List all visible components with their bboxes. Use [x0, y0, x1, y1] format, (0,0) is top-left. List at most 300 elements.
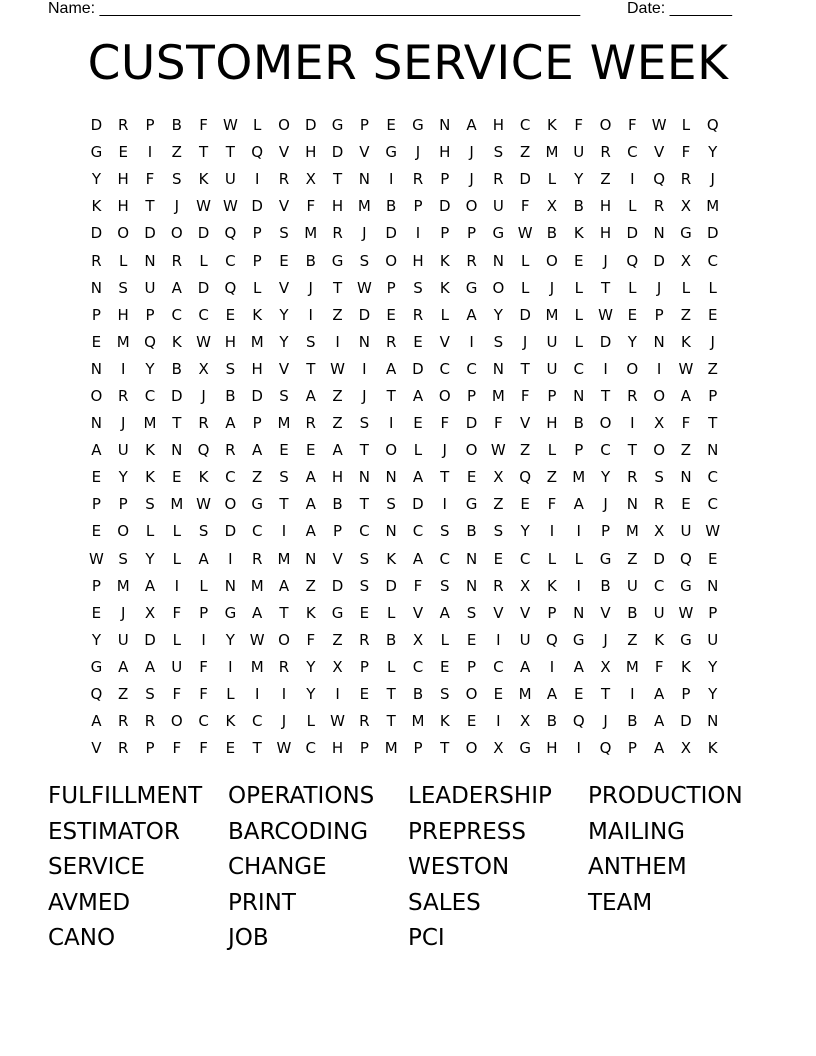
- word-list-item: PCI: [408, 925, 445, 952]
- grid-letter: F: [199, 685, 208, 704]
- grid-letter: Q: [224, 278, 237, 297]
- grid-letter: U: [680, 522, 692, 541]
- grid-letter: O: [90, 386, 103, 405]
- grid-letter: T: [600, 278, 611, 297]
- grid-letter: F: [547, 495, 557, 514]
- word-list-item: JOB: [228, 925, 269, 952]
- grid-letter: H: [305, 143, 317, 162]
- grid-letter: F: [306, 630, 316, 649]
- grid-letter: U: [546, 359, 558, 378]
- word-list-item: OPERATIONS: [228, 783, 375, 809]
- grid-letter: L: [145, 522, 155, 541]
- grid-letter: A: [412, 386, 424, 405]
- grid-letter: A: [252, 603, 263, 622]
- grid-letter: J: [120, 603, 126, 622]
- grid-letter: T: [172, 414, 182, 433]
- grid-letter: G: [572, 630, 585, 649]
- grid-letter: N: [358, 332, 370, 351]
- grid-row: [83, 112, 753, 139]
- grid-letter: X: [680, 739, 692, 758]
- grid-letter: C: [707, 251, 718, 270]
- grid-row: [83, 193, 753, 220]
- grid-letter: F: [413, 576, 423, 595]
- grid-letter: O: [546, 251, 558, 270]
- grid-letter: Y: [600, 468, 611, 487]
- word-list-item: TEAM: [588, 889, 653, 916]
- grid-letter: I: [147, 143, 153, 162]
- grid-letter: S: [145, 685, 155, 704]
- grid-letter: I: [442, 495, 447, 514]
- grid-letter: V: [278, 197, 290, 216]
- grid-letter: I: [335, 685, 340, 704]
- grid-letter: M: [491, 386, 505, 405]
- grid-letter: A: [91, 441, 102, 460]
- grid-row: [83, 247, 753, 274]
- grid-letter: S: [439, 522, 450, 541]
- grid-letter: P: [91, 495, 101, 514]
- grid-letter: A: [573, 495, 584, 514]
- grid-letter: J: [522, 332, 528, 351]
- grid-letter: K: [654, 630, 665, 649]
- grid-letter: P: [627, 739, 637, 758]
- grid-letter: J: [469, 143, 474, 162]
- grid-letter: C: [305, 739, 317, 758]
- grid-letter: B: [386, 630, 397, 649]
- grid-letter: Q: [251, 143, 264, 162]
- grid-letter: I: [254, 685, 260, 704]
- grid-letter: R: [466, 251, 477, 270]
- grid-letter: R: [305, 414, 316, 433]
- grid-letter: U: [117, 630, 129, 649]
- grid-letter: N: [573, 603, 585, 622]
- grid-letter: L: [199, 251, 208, 270]
- grid-letter: A: [386, 359, 397, 378]
- grid-letter: H: [117, 170, 129, 189]
- grid-row: [83, 166, 753, 193]
- grid-letter: B: [573, 414, 584, 433]
- grid-letter: L: [306, 712, 315, 731]
- grid-letter: G: [465, 278, 478, 297]
- grid-letter: V: [278, 143, 290, 162]
- grid-letter: S: [439, 685, 450, 704]
- grid-letter: G: [492, 224, 505, 243]
- grid-letter: T: [440, 468, 450, 487]
- grid-letter: P: [252, 224, 262, 243]
- grid-letter: A: [144, 576, 156, 595]
- grid-letter: V: [412, 603, 424, 622]
- grid-letter: P: [467, 386, 477, 405]
- grid-letter: X: [680, 251, 692, 270]
- grid-letter: R: [117, 116, 129, 135]
- grid-letter: B: [573, 197, 584, 216]
- word-list-item: PRODUCTION: [588, 783, 743, 809]
- grid-letter: C: [466, 359, 477, 378]
- grid-letter: R: [278, 170, 290, 189]
- grid-letter: N: [626, 495, 638, 514]
- word-list-item: FULFILLMENT: [48, 783, 203, 809]
- grid-letter: I: [335, 332, 340, 351]
- grid-letter: N: [465, 576, 478, 595]
- grid-letter: P: [601, 522, 611, 541]
- grid-letter: L: [199, 576, 208, 595]
- grid-letter: W: [196, 495, 211, 514]
- grid-letter: T: [306, 359, 316, 378]
- grid-letter: Y: [627, 332, 637, 351]
- grid-letter: H: [599, 197, 612, 216]
- grid-letter: P: [574, 441, 584, 460]
- grid-letter: A: [332, 441, 343, 460]
- grid-letter: Z: [305, 576, 316, 595]
- grid-letter: M: [250, 332, 264, 351]
- grid-letter: J: [603, 630, 608, 649]
- grid-letter: N: [707, 712, 719, 731]
- grid-letter: R: [198, 414, 209, 433]
- grid-letter: C: [707, 468, 718, 487]
- grid-row: [83, 464, 753, 491]
- grid-letter: C: [519, 116, 531, 135]
- grid-letter: L: [440, 630, 449, 649]
- grid-letter: D: [519, 170, 531, 189]
- grid-letter: W: [330, 359, 345, 378]
- grid-letter: V: [278, 359, 290, 378]
- grid-letter: M: [277, 414, 291, 433]
- grid-letter: E: [520, 495, 530, 514]
- grid-letter: Z: [627, 549, 638, 568]
- grid-letter: H: [439, 143, 451, 162]
- grid-row: [83, 708, 753, 735]
- grid-letter: F: [440, 414, 450, 433]
- grid-letter: J: [308, 278, 313, 297]
- grid-letter: A: [278, 576, 290, 595]
- grid-letter: D: [680, 712, 692, 731]
- grid-letter: A: [171, 278, 182, 297]
- grid-letter: E: [225, 305, 236, 324]
- grid-letter: P: [359, 739, 369, 758]
- grid-letter: F: [145, 170, 155, 189]
- grid-letter: Z: [600, 170, 611, 189]
- grid-letter: A: [466, 116, 477, 135]
- grid-letter: S: [118, 549, 128, 568]
- grid-letter: X: [493, 468, 504, 487]
- grid-letter: H: [599, 224, 612, 243]
- grid-letter: O: [278, 630, 290, 649]
- grid-letter: Y: [225, 630, 235, 649]
- grid-letter: N: [653, 332, 665, 351]
- grid-letter: V: [600, 603, 611, 622]
- grid-letter: V: [91, 739, 102, 758]
- grid-letter: O: [170, 712, 183, 731]
- grid-letter: K: [573, 224, 584, 243]
- grid-letter: W: [196, 197, 211, 216]
- grid-letter: L: [119, 251, 128, 270]
- grid-letter: A: [225, 414, 236, 433]
- grid-letter: A: [654, 685, 665, 704]
- grid-letter: P: [413, 197, 423, 216]
- grid-letter: P: [145, 739, 155, 758]
- grid-letter: H: [492, 116, 504, 135]
- grid-letter: S: [198, 522, 209, 541]
- grid-letter: P: [252, 414, 262, 433]
- grid-letter: A: [573, 657, 584, 676]
- word-list-item: PRINT: [228, 889, 296, 916]
- grid-letter: D: [197, 278, 210, 297]
- grid-letter: E: [306, 441, 316, 460]
- grid-letter: N: [144, 251, 156, 270]
- grid-letter: U: [144, 278, 156, 297]
- grid-letter: B: [171, 359, 182, 378]
- grid-row: [83, 220, 753, 247]
- grid-letter: P: [440, 224, 450, 243]
- grid-letter: Z: [520, 143, 531, 162]
- grid-letter: I: [120, 359, 126, 378]
- grid-letter: X: [305, 170, 316, 189]
- grid-letter: O: [117, 224, 130, 243]
- grid-letter: S: [359, 251, 370, 270]
- grid-letter: J: [710, 170, 715, 189]
- grid-letter: T: [600, 386, 611, 405]
- grid-letter: V: [520, 603, 531, 622]
- grid-letter: B: [225, 386, 236, 405]
- grid-letter: A: [198, 549, 209, 568]
- grid-letter: E: [574, 251, 584, 270]
- grid-letter: Z: [707, 359, 718, 378]
- grid-letter: I: [630, 170, 635, 189]
- grid-letter: S: [225, 359, 236, 378]
- grid-letter: T: [386, 712, 396, 731]
- grid-letter: K: [547, 116, 557, 135]
- grid-letter: J: [442, 441, 447, 460]
- grid-letter: H: [331, 197, 344, 216]
- grid-letter: Q: [706, 116, 719, 135]
- grid-letter: J: [415, 143, 421, 162]
- grid-letter: R: [117, 386, 129, 405]
- grid-letter: M: [518, 685, 532, 704]
- grid-letter: M: [277, 549, 291, 568]
- grid-letter: T: [252, 739, 262, 758]
- grid-letter: G: [90, 657, 103, 676]
- grid-letter: S: [359, 549, 370, 568]
- grid-letter: V: [439, 332, 450, 351]
- grid-letter: Y: [91, 170, 101, 189]
- grid-letter: O: [653, 386, 666, 405]
- grid-letter: P: [654, 305, 664, 324]
- grid-letter: E: [91, 332, 102, 351]
- grid-letter: Y: [279, 305, 289, 324]
- grid-letter: Y: [145, 359, 155, 378]
- grid-letter: F: [199, 116, 208, 135]
- grid-row: [83, 681, 753, 708]
- grid-letter: A: [520, 657, 531, 676]
- grid-letter: U: [573, 143, 585, 162]
- grid-letter: W: [678, 603, 694, 622]
- grid-letter: D: [438, 197, 451, 216]
- grid-letter: S: [439, 576, 450, 595]
- grid-letter: R: [627, 386, 638, 405]
- grid-letter: P: [145, 116, 155, 135]
- grid-letter: O: [465, 197, 478, 216]
- grid-letter: O: [385, 251, 398, 270]
- grid-letter: I: [174, 576, 179, 595]
- grid-letter: M: [170, 495, 184, 514]
- grid-letter: T: [386, 386, 396, 405]
- grid-letter: T: [359, 441, 369, 460]
- grid-letter: E: [627, 305, 638, 324]
- grid-letter: D: [465, 414, 478, 433]
- grid-letter: S: [118, 278, 128, 297]
- grid-letter: R: [251, 549, 263, 568]
- grid-letter: J: [201, 386, 206, 405]
- grid-letter: Y: [91, 630, 101, 649]
- grid-letter: Y: [306, 685, 316, 704]
- grid-letter: K: [681, 332, 691, 351]
- grid-letter: C: [600, 441, 611, 460]
- grid-letter: U: [117, 441, 129, 460]
- grid-letter: C: [251, 712, 263, 731]
- grid-letter: W: [356, 278, 372, 297]
- grid-letter: H: [224, 332, 237, 351]
- grid-letter: I: [228, 657, 233, 676]
- grid-letter: I: [362, 359, 367, 378]
- grid-letter: W: [249, 630, 265, 649]
- grid-letter: O: [599, 414, 612, 433]
- grid-letter: T: [359, 495, 369, 514]
- grid-letter: D: [90, 116, 103, 135]
- grid-letter: Y: [708, 657, 718, 676]
- grid-letter: G: [465, 495, 478, 514]
- grid-letter: E: [225, 739, 236, 758]
- grid-letter: C: [225, 251, 236, 270]
- grid-letter: Q: [599, 739, 612, 758]
- grid-letter: I: [308, 305, 313, 324]
- grid-letter: L: [386, 657, 396, 676]
- grid-letter: C: [171, 305, 183, 324]
- grid-letter: X: [332, 657, 343, 676]
- grid-letter: Y: [493, 305, 503, 324]
- grid-letter: Z: [627, 630, 638, 649]
- grid-letter: K: [91, 197, 102, 216]
- grid-letter: L: [574, 278, 583, 297]
- grid-letter: J: [362, 224, 367, 243]
- grid-letter: J: [469, 170, 474, 189]
- grid-letter: L: [413, 441, 423, 460]
- grid-letter: Y: [118, 468, 128, 487]
- grid-letter: G: [680, 576, 692, 595]
- grid-letter: C: [412, 657, 424, 676]
- grid-letter: I: [603, 359, 608, 378]
- grid-letter: E: [466, 712, 477, 731]
- grid-letter: L: [386, 603, 396, 622]
- grid-letter: B: [627, 603, 638, 622]
- grid-letter: R: [653, 197, 665, 216]
- grid-letter: J: [603, 495, 608, 514]
- word-list-item: WESTON: [408, 854, 510, 881]
- grid-letter: I: [496, 630, 501, 649]
- grid-letter: X: [520, 576, 531, 595]
- grid-letter: I: [630, 414, 635, 433]
- grid-letter: F: [306, 197, 316, 216]
- grid-row: [83, 329, 753, 356]
- word-list-item: AVMED: [48, 889, 131, 916]
- grid-letter: C: [439, 549, 450, 568]
- grid-letter: M: [545, 143, 559, 162]
- grid-letter: U: [519, 630, 531, 649]
- grid-letter: T: [145, 197, 155, 216]
- grid-letter: T: [225, 143, 235, 162]
- grid-letter: Z: [493, 495, 504, 514]
- grid-letter: L: [681, 116, 691, 135]
- grid-letter: K: [145, 441, 155, 460]
- grid-letter: Z: [332, 414, 343, 433]
- grid-letter: R: [332, 224, 343, 243]
- grid-letter: B: [546, 224, 558, 243]
- grid-letter: X: [493, 739, 504, 758]
- grid-letter: L: [708, 278, 717, 297]
- grid-letter: L: [547, 441, 557, 460]
- grid-letter: H: [412, 251, 424, 270]
- grid-letter: E: [118, 143, 128, 162]
- grid-letter: D: [385, 224, 397, 243]
- grid-letter: S: [654, 468, 664, 487]
- grid-letter: M: [411, 712, 425, 731]
- grid-letter: T: [386, 685, 396, 704]
- grid-letter: H: [117, 305, 129, 324]
- grid-row: [83, 139, 753, 166]
- grid-letter: E: [279, 251, 289, 270]
- grid-letter: C: [359, 522, 370, 541]
- word-list-item: SALES: [408, 889, 481, 916]
- grid-letter: E: [91, 522, 102, 541]
- grid-letter: J: [281, 712, 287, 731]
- grid-letter: P: [467, 224, 477, 243]
- grid-row: [83, 546, 753, 573]
- grid-letter: J: [656, 278, 662, 297]
- grid-letter: T: [520, 359, 530, 378]
- grid-letter: E: [574, 685, 584, 704]
- grid-letter: N: [465, 549, 478, 568]
- grid-letter: R: [493, 576, 504, 595]
- grid-letter: C: [707, 495, 718, 514]
- grid-letter: Z: [680, 441, 692, 460]
- grid-letter: U: [707, 630, 719, 649]
- grid-letter: K: [681, 657, 691, 676]
- grid-letter: A: [118, 657, 129, 676]
- grid-letter: K: [171, 332, 182, 351]
- grid-letter: Y: [520, 522, 530, 541]
- grid-letter: P: [199, 603, 209, 622]
- grid-letter: O: [599, 116, 612, 135]
- grid-letter: I: [201, 630, 206, 649]
- grid-letter: G: [251, 495, 263, 514]
- grid-letter: S: [359, 576, 370, 595]
- grid-letter: E: [413, 332, 423, 351]
- grid-letter: I: [630, 685, 635, 704]
- grid-letter: X: [546, 197, 558, 216]
- grid-letter: A: [252, 441, 263, 460]
- grid-letter: E: [681, 495, 691, 514]
- grid-letter: E: [359, 685, 370, 704]
- grid-letter: C: [144, 386, 156, 405]
- grid-letter: H: [546, 739, 558, 758]
- grid-letter: S: [466, 603, 477, 622]
- grid-letter: X: [144, 603, 156, 622]
- grid-letter: S: [279, 468, 289, 487]
- grid-letter: P: [252, 251, 262, 270]
- grid-letter: Q: [626, 251, 639, 270]
- grid-letter: W: [330, 712, 345, 731]
- grid-letter: R: [627, 468, 638, 487]
- grid-letter: Q: [224, 224, 237, 243]
- grid-letter: R: [653, 495, 665, 514]
